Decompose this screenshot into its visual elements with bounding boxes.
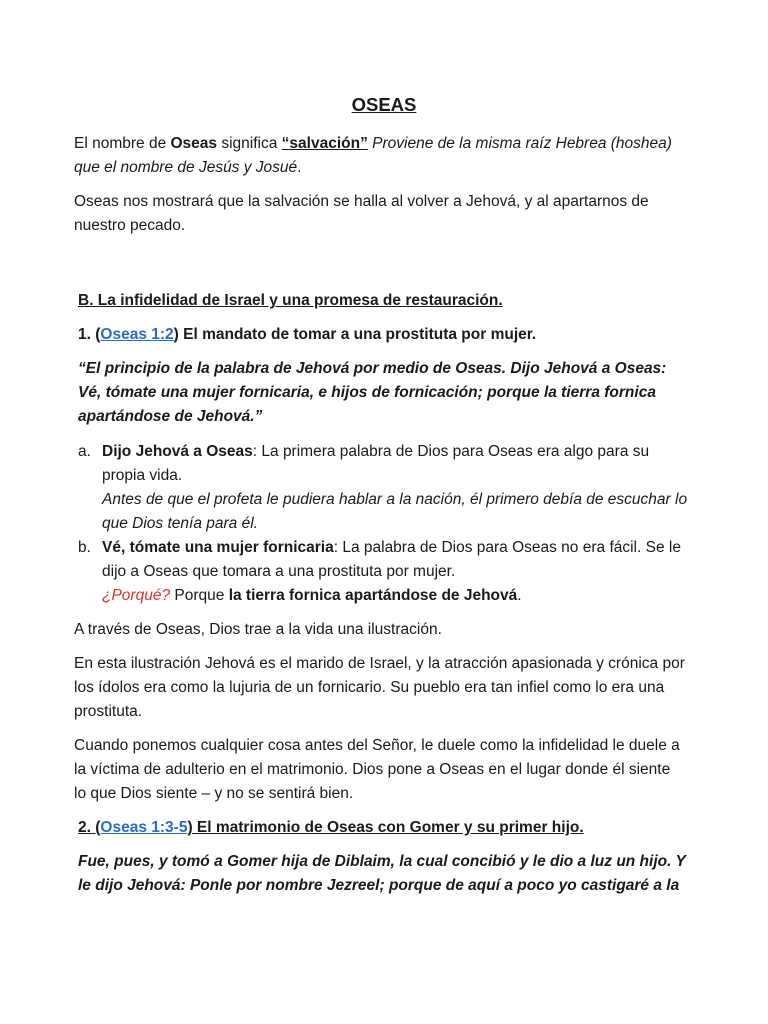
list-item-lead: Vé, tómate una mujer fornicaria bbox=[102, 539, 334, 556]
list-item-text: : La palabra de Dios para Oseas no era fácil. Se le dijo a Oseas que tomara a una prostituta por mujer. bbox=[102, 539, 681, 580]
intro-meaning: “salvación” bbox=[281, 135, 368, 152]
intro-name: Oseas bbox=[170, 135, 218, 152]
intro-text: El nombre de bbox=[74, 135, 171, 152]
list-item-note: Antes de que el profeta le pudiera hablar a la nación, él primero debía de escuchar lo que Dios tenía para él. bbox=[102, 491, 688, 532]
scripture-link-oseas-1-3-5[interactable]: Oseas 1:3-5 bbox=[100, 819, 188, 836]
list-item-lead: Dijo Jehová a Oseas bbox=[102, 443, 253, 460]
scripture-link-oseas-1-2[interactable]: Oseas 1:2 bbox=[100, 326, 174, 343]
paragraph-unfaithfulness: Cuando ponemos cualquier cosa antes del Señor, le duele como la infidelidad le duele a la víctima de adulterio en el matrimonio. Dios pone a Oseas en el lugar donde él siente lo que Dios siente – y no se sentirá bien. bbox=[74, 737, 680, 802]
scripture-quote-2: Fue, pues, y tomó a Gomer hija de Diblaim, la cual concibió y le dio a luz un hijo. Y le dijo Jehová: Ponle por nombre Jezreel; porque de aquí a poco yo castigaré a la bbox=[78, 853, 686, 894]
page-title: OSEAS bbox=[351, 94, 417, 115]
point-1-heading bbox=[78, 323, 698, 347]
paragraph-illustration: A través de Oseas, Dios trae a la vida una ilustración. bbox=[74, 621, 442, 638]
intro-period: . bbox=[297, 159, 302, 176]
list-item-body bbox=[102, 536, 692, 608]
intro-summary: Oseas nos mostrará que la salvación se halla al volver a Jehová, y al apartarnos de nuestro pecado. bbox=[74, 193, 649, 234]
question-text: ¿Porqué? bbox=[102, 587, 171, 604]
point-2-number: 2. ( bbox=[78, 819, 101, 836]
point-1-title: ) El mandato de tomar a una prostituta por mujer. bbox=[173, 326, 537, 343]
list-marker: a. bbox=[78, 443, 91, 460]
answer-emphasis: la tierra fornica apartándose de Jehová bbox=[228, 587, 518, 604]
section-heading: B. La infidelidad de Israel y una promesa de restauración. bbox=[78, 292, 503, 309]
intro-paragraph bbox=[74, 132, 694, 180]
list-item-body bbox=[102, 440, 692, 536]
point-1-number: 1. ( bbox=[78, 326, 101, 343]
point-2-heading bbox=[78, 816, 698, 840]
paragraph-israel: En esta ilustración Jehová es el marido de Israel, y la atracción apasionada y crónica por los ídolos era como la lujuria de un fornicario. Su pueblo era tan infiel como lo era una prostituta. bbox=[74, 655, 685, 720]
intro-etymology: Proviene de la misma raíz Hebrea (hoshea) que el nombre de Jesús y Josué bbox=[74, 135, 672, 176]
intro-text-2: significa bbox=[217, 135, 282, 152]
answer-text: Porque bbox=[170, 587, 229, 604]
point-2-title: ) El matrimonio de Oseas con Gomer y su primer hijo. bbox=[187, 819, 584, 836]
answer-period: . bbox=[517, 587, 522, 604]
list-marker: b. bbox=[78, 539, 91, 556]
list-item-text: : La primera palabra de Dios para Oseas era algo para su propia vida. bbox=[102, 443, 650, 484]
scripture-quote-1: “El principio de la palabra de Jehová por medio de Oseas. Dijo Jehová a Oseas: Vé, tómate una mujer fornicaria, e hijos de fornicación; porque la tierra fornica apartándose de Jehová.” bbox=[78, 360, 667, 425]
